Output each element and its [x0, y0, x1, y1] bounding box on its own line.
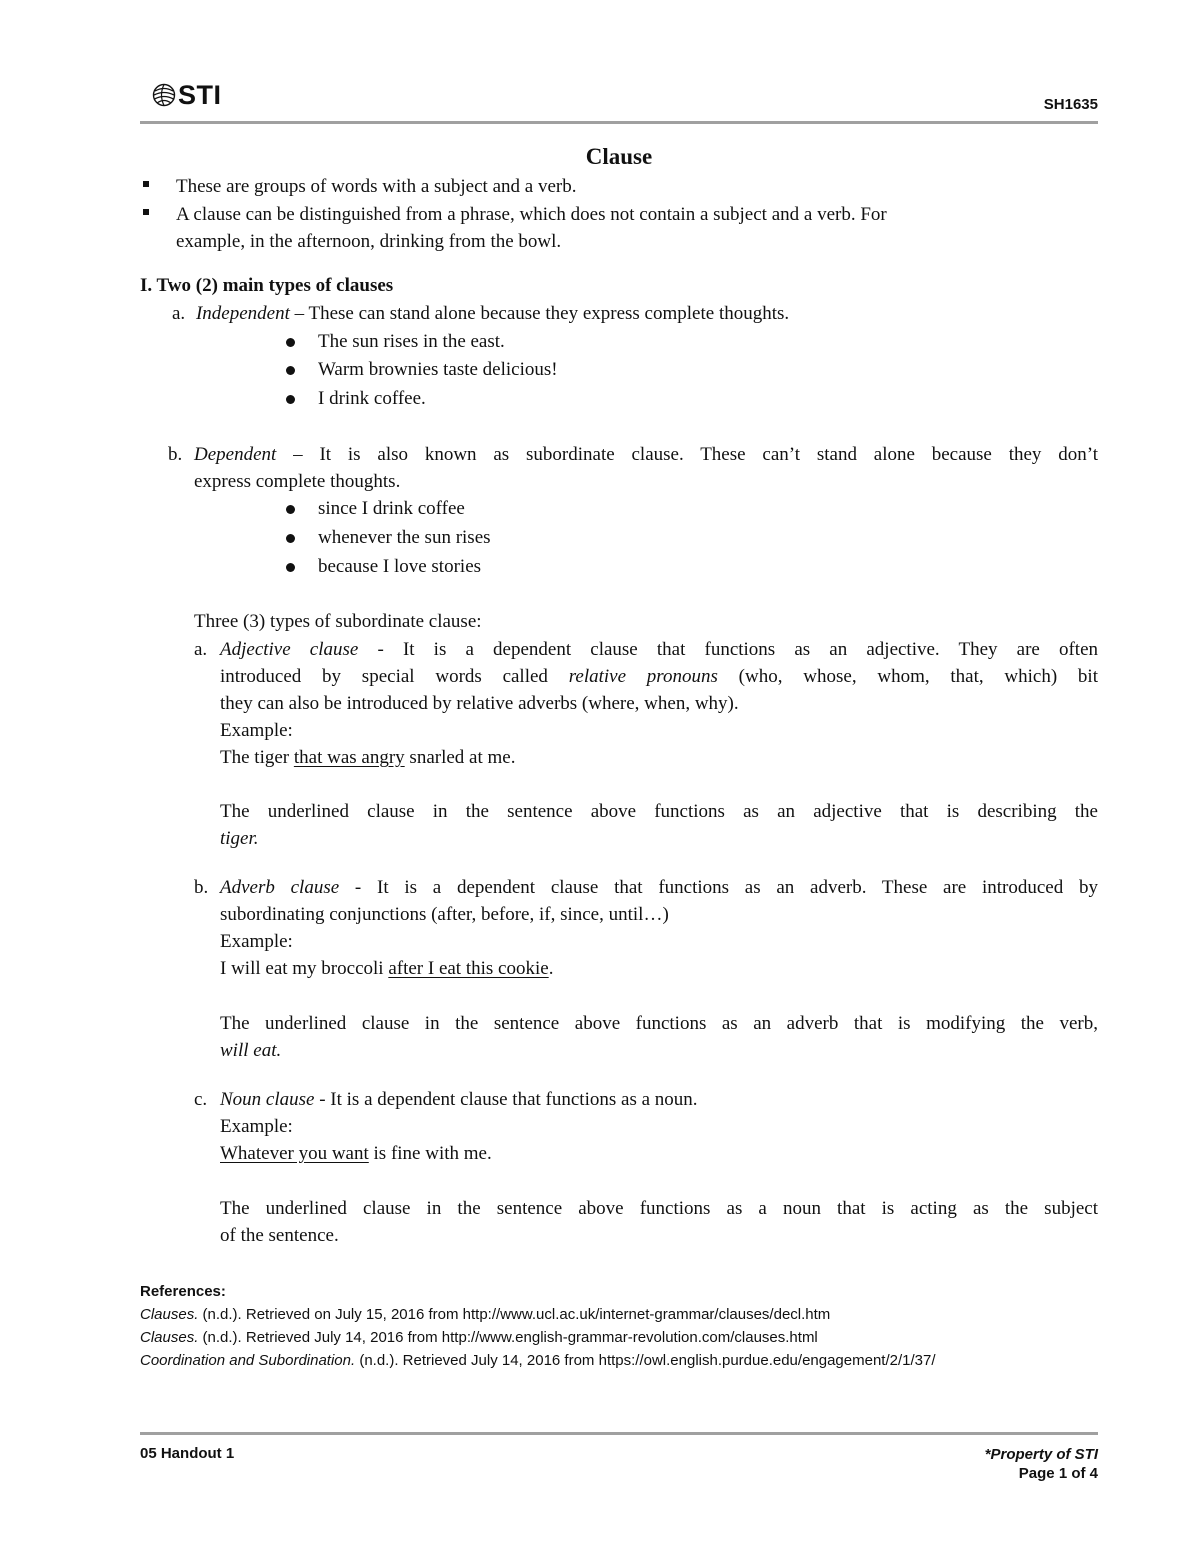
sti-logo [152, 78, 222, 112]
underlined-clause: Whatever you want [220, 1143, 369, 1164]
adverb-clause-line-2: subordinating conjunctions (after, before, if, since, until…) [220, 904, 669, 925]
references [140, 1280, 936, 1372]
footer-right [985, 1445, 1098, 1483]
round-bullet-icon [286, 505, 295, 514]
references-heading: References: [140, 1283, 226, 1300]
header-divider [140, 121, 1098, 124]
property-notice: *Property of STI [984, 1446, 1098, 1463]
handout-label: 05 Handout 1 [140, 1445, 235, 1462]
round-bullet-icon [286, 338, 295, 347]
dependent-definition [194, 441, 1098, 468]
example-label: Example: [220, 720, 293, 741]
reference-item [140, 1349, 936, 1372]
reference-item [140, 1303, 936, 1326]
list-marker: c. [194, 1089, 208, 1110]
list-marker: b. [194, 877, 209, 898]
intro-bullet-2-cont: example, in the afternoon, drinking from the bowl. [176, 231, 562, 252]
logo-text: STI [178, 79, 222, 110]
reference-title: Clauses. [140, 1306, 199, 1323]
example-sentence [220, 955, 553, 982]
list-item: since I drink coffee [318, 498, 465, 519]
emphasis: tiger. [220, 828, 259, 849]
adjective-clause-line-1 [220, 636, 1098, 663]
intro-bullet-2: A clause can be distinguished from a phrase, which does not contain a subject and a verb. For [176, 204, 887, 225]
example-label: Example: [220, 1116, 293, 1137]
example-label: Example: [220, 931, 293, 952]
term: Noun clause [220, 1089, 315, 1110]
list-marker: a. [172, 303, 186, 324]
term: Dependent [194, 444, 277, 465]
globe-swirl-icon [152, 82, 176, 108]
explanation-line-1: The underlined clause in the sentence above functions as an adjective that is describing the [220, 801, 1098, 822]
square-bullet-icon [143, 181, 149, 187]
term: Independent [195, 303, 290, 324]
list-item: The sun rises in the east. [318, 331, 505, 352]
reference-text: (n.d.). Retrieved July 14, 2016 from http://www.english-grammar-revolution.com/clauses.html [198, 1329, 818, 1346]
definition-text: - It is a dependent clause that functions as an adverb. These are introduced by [339, 877, 1099, 898]
example-text: I will eat my broccoli [220, 958, 389, 979]
list-item: whenever the sun rises [318, 527, 491, 548]
independent-definition [172, 300, 789, 327]
list-item: Warm brownies taste delicious! [318, 359, 558, 380]
subordinate-intro: Three (3) types of subordinate clause: [194, 611, 482, 632]
definition-text: (who, whose, whom, that, which) bit [717, 666, 1098, 687]
definition-text: – These can stand alone because they express complete thoughts. [289, 303, 790, 324]
list-marker: a. [194, 639, 208, 660]
section-heading: I. Two (2) main types of clauses [140, 275, 394, 296]
adjective-clause-line-2 [220, 663, 1098, 690]
page-title: Clause [585, 144, 653, 169]
example-text: is fine with me. [368, 1143, 492, 1164]
adverb-clause-line-1 [220, 874, 1098, 901]
underlined-clause: after I eat this cookie [388, 958, 549, 979]
round-bullet-icon [286, 563, 295, 572]
noun-clause-line-1 [220, 1086, 698, 1113]
explanation-line-1: The underlined clause in the sentence above functions as a noun that is acting as the subject [220, 1198, 1098, 1219]
page-number: Page 1 of 4 [1018, 1465, 1098, 1482]
list-marker: b. [168, 444, 183, 465]
round-bullet-icon [286, 366, 295, 375]
definition-text: - It is a dependent clause that functions as an adjective. They are often [358, 639, 1098, 660]
reference-item [140, 1326, 936, 1349]
definition-text: introduced by special words called [220, 666, 569, 687]
explanation-line-1: The underlined clause in the sentence above functions as an adverb that is modifying the verb, [220, 1013, 1098, 1034]
document-code: SH1635 [1043, 96, 1098, 113]
example-sentence [220, 744, 515, 771]
definition-text: - It is a dependent clause that functions as a noun. [314, 1089, 698, 1110]
explanation-line-2: of the sentence. [220, 1225, 339, 1246]
adjective-clause-line-3: they can also be introduced by relative adverbs (where, when, why). [220, 693, 739, 714]
example-text: snarled at me. [404, 747, 516, 768]
explanation-line-2 [220, 1037, 281, 1064]
list-item: because I love stories [318, 556, 482, 577]
term: Adverb clause [220, 877, 340, 898]
reference-title: Clauses. [140, 1329, 199, 1346]
term: Adjective clause [220, 639, 359, 660]
example-text: The tiger [220, 747, 294, 768]
emphasis: will eat. [220, 1040, 282, 1061]
example-sentence [220, 1140, 492, 1167]
round-bullet-icon [286, 395, 295, 404]
underlined-clause: that was angry [293, 747, 405, 768]
reference-title: Coordination and Subordination. [140, 1352, 356, 1369]
explanation-line-2 [220, 825, 259, 852]
square-bullet-icon [143, 209, 149, 215]
footer-divider [140, 1432, 1098, 1435]
term: relative pronouns [568, 666, 718, 687]
example-text: . [548, 958, 554, 979]
definition-text-cont: express complete thoughts. [194, 471, 401, 492]
list-item: I drink coffee. [318, 388, 426, 409]
reference-text: (n.d.). Retrieved on July 15, 2016 from http://www.ucl.ac.uk/internet-grammar/clauses/decl.htm [198, 1306, 831, 1323]
reference-text: (n.d.). Retrieved July 14, 2016 from https://owl.english.purdue.edu/engagement/2/1/37/ [355, 1352, 936, 1369]
intro-bullet-1: These are groups of words with a subject and a verb. [176, 176, 577, 197]
definition-text: – It is also known as subordinate clause. These can’t stand alone because they don’t [276, 444, 1098, 465]
round-bullet-icon [286, 534, 295, 543]
